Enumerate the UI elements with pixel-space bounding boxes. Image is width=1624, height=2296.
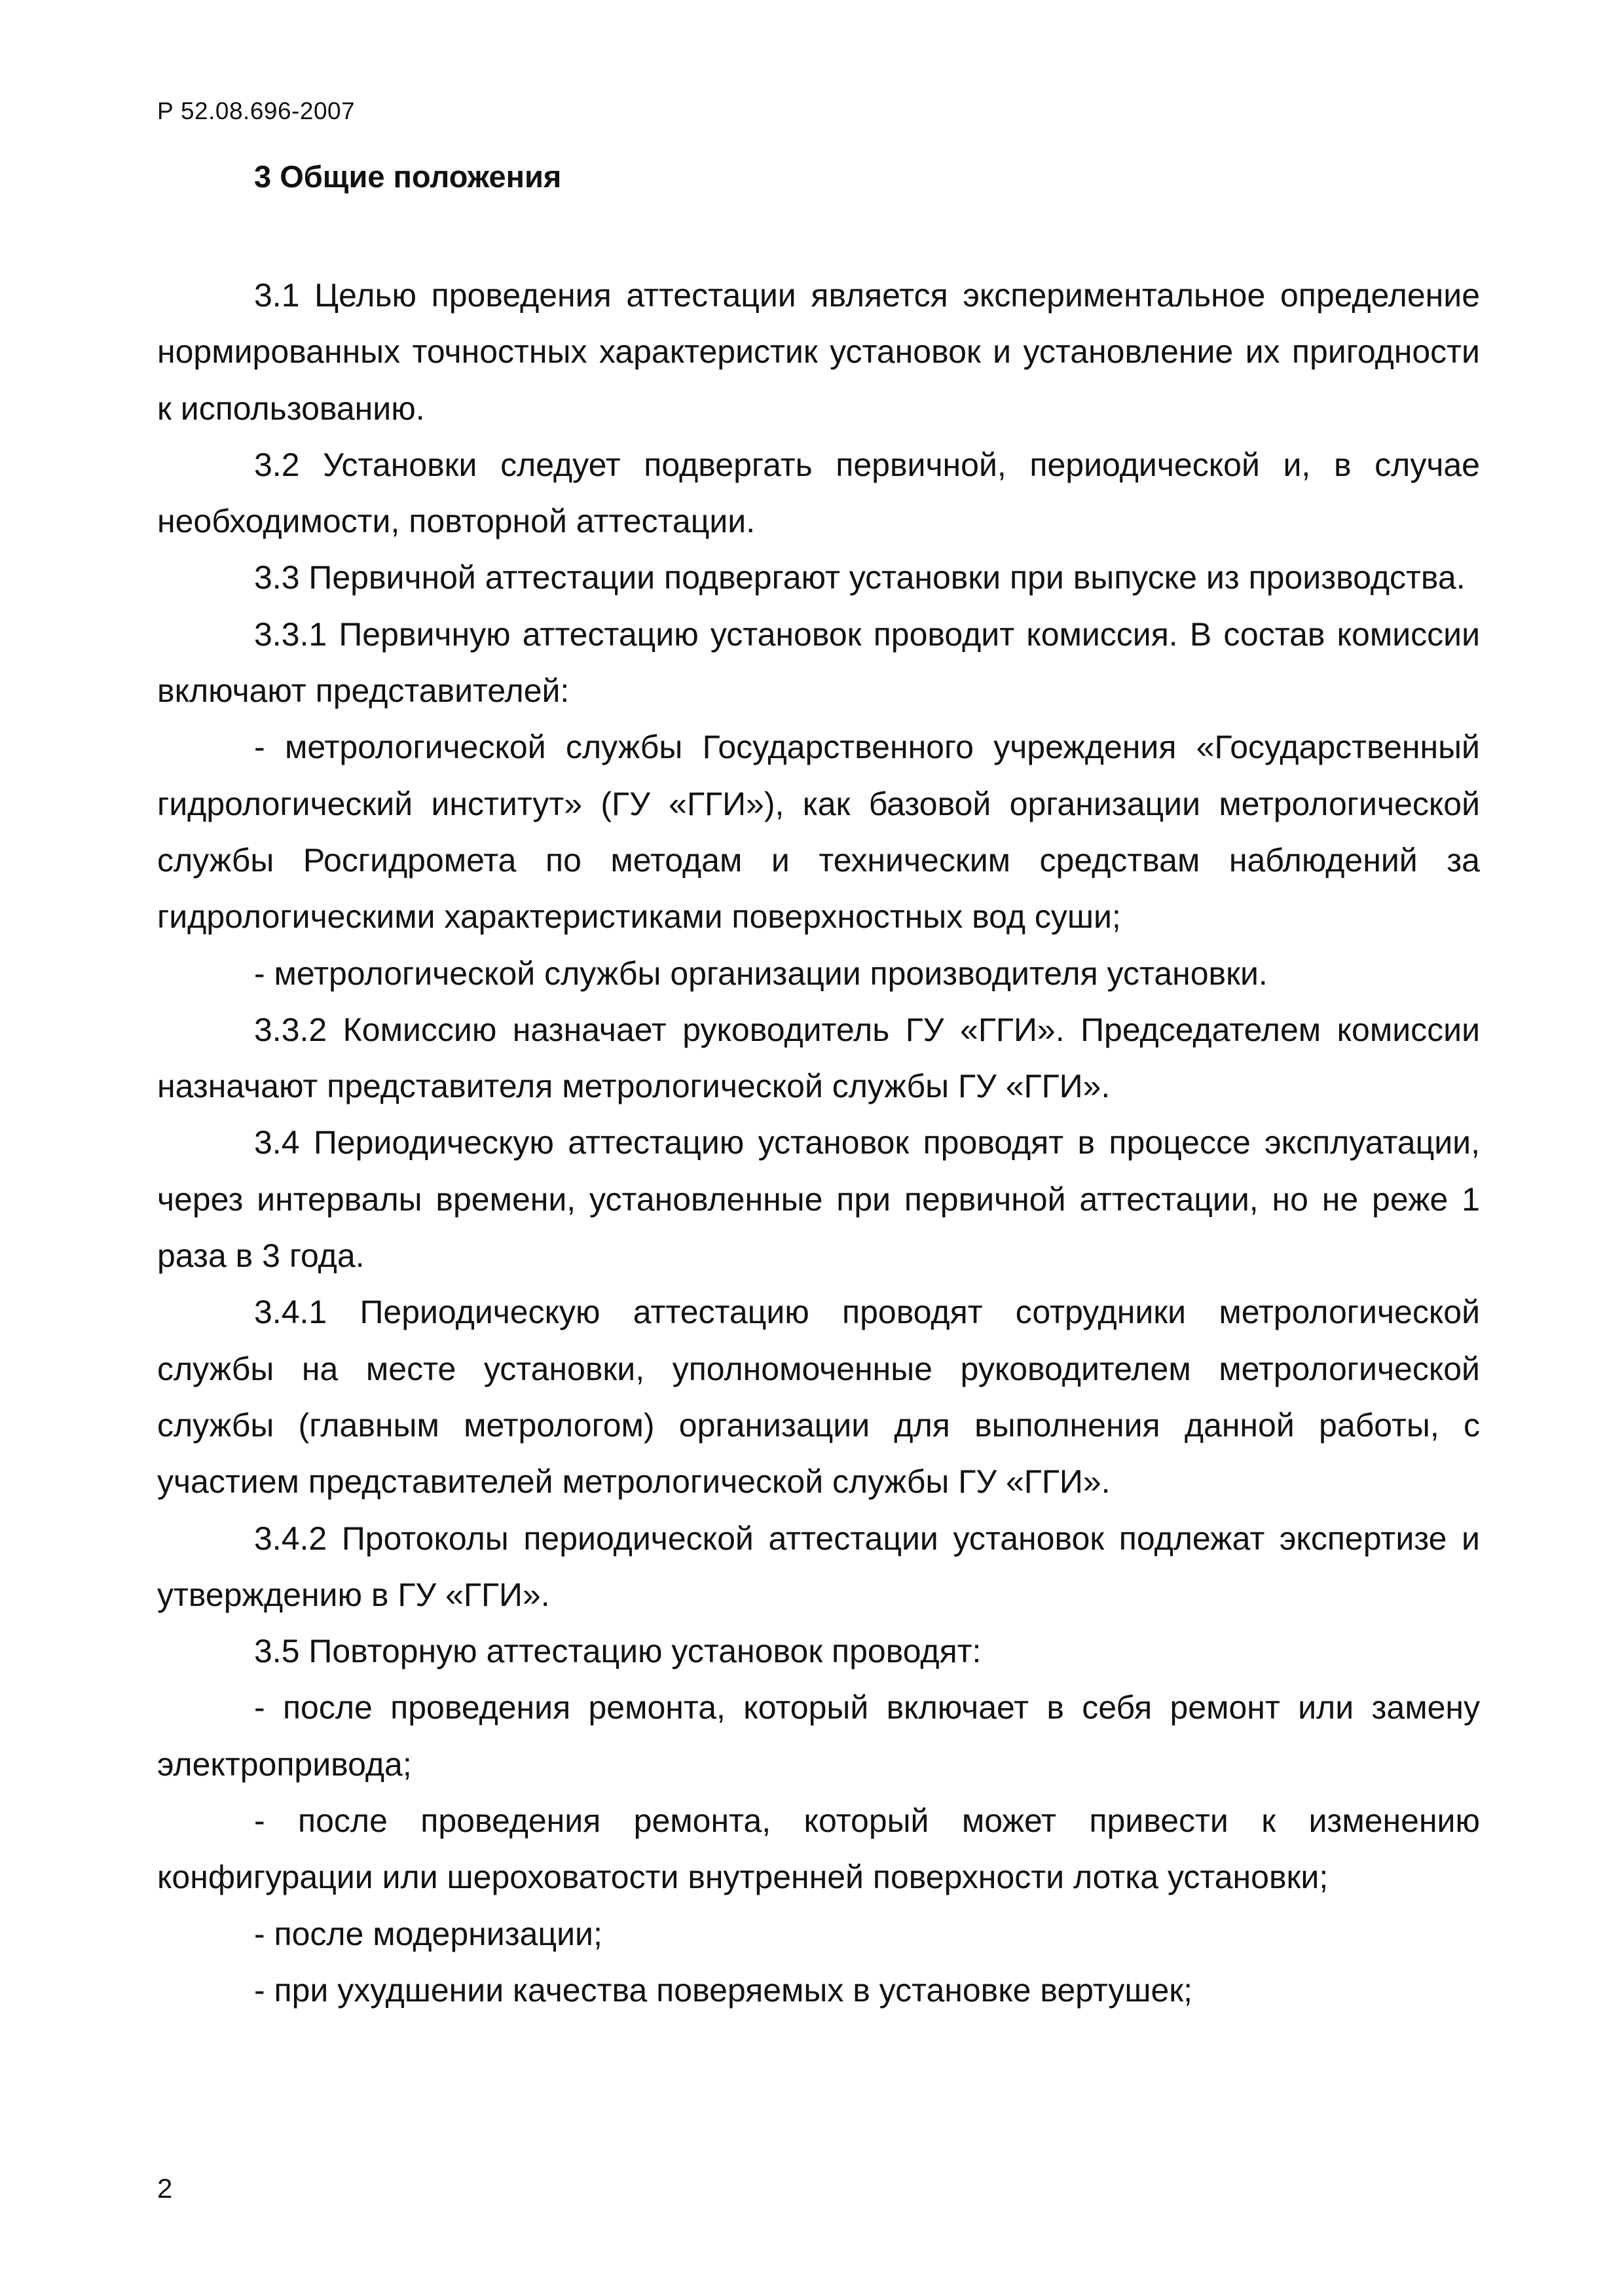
paragraph-3-4-2: 3.4.2 Протоколы периодической аттестации установок подлежат экспертизе и утверждению в ГУ «ГГИ». [157,1520,1480,1613]
document-code: Р 52.08.696-2007 [157,98,356,124]
list-item-after-drive-repair: - после проведения ремонта, который включает в себя ремонт или замену электропривода; [157,1689,1480,1783]
list-item-after-tray-repair: - после проведения ремонта, который может привести к изменению конфигурации или шероховатости внутренней поверхности лотка установки; [157,1802,1480,1896]
paragraph-3-4: 3.4 Периодическую аттестацию установок проводят в процессе эксплуатации, через интервалы времени, установленные при первичной аттестации, но не реже 1 раза в 3 года. [157,1124,1480,1275]
list-item-manufacturer-service: - метрологической службы организации производителя установки. [254,955,1268,992]
list-item-after-modernization: - после модернизации; [254,1915,602,1952]
paragraph-3-4-1: 3.4.1 Периодическую аттестацию проводят сотрудники метрологической службы на месте установки, уполномоченные руководителем метрологической службы (главным метрологом) организации для выполнения данной работы, с участием представителей метрологической службы ГУ «ГГИ». [157,1294,1480,1501]
paragraph-3-3-1: 3.3.1 Первичную аттестацию установок проводит комиссия. В состав комиссии включают представителей: [157,615,1480,710]
page-number: 2 [157,2173,173,2204]
paragraph-3-5: 3.5 Повторную аттестацию установок проводят: [254,1633,982,1670]
paragraph-3-3: 3.3 Первичной аттестации подвергают установки при выпуске из производства. [254,559,1466,596]
document-body [157,267,1480,2018]
section-title: 3 Общие положения [254,159,562,194]
paragraph-3-1: 3.1 Целью проведения аттестации является экспериментальное определение нормированных точностных характеристик установок и установление их пригодности к использованию. [157,277,1480,427]
list-item-ggi-service: - метрологической службы Государственного учреждения «Государственный гидрологический институт» (ГУ «ГГИ»), как базовой организации метрологической службы Росгидромета по методам и техническим средствам наблюдений за гидрологическими характеристиками поверхностных вод суши; [157,729,1480,936]
paragraph-3-3-2: 3.3.2 Комиссию назначает руководитель ГУ «ГГИ». Председателем комиссии назначают представителя метрологической службы ГУ «ГГИ». [157,1011,1480,1105]
paragraph-3-2: 3.2 Установки следует подвергать первичной, периодической и, в случае необходимости, повторной аттестации. [157,446,1480,540]
list-item-quality-degradation: - при ухудшении качества поверяемых в установке вертушек; [254,1971,1193,2009]
